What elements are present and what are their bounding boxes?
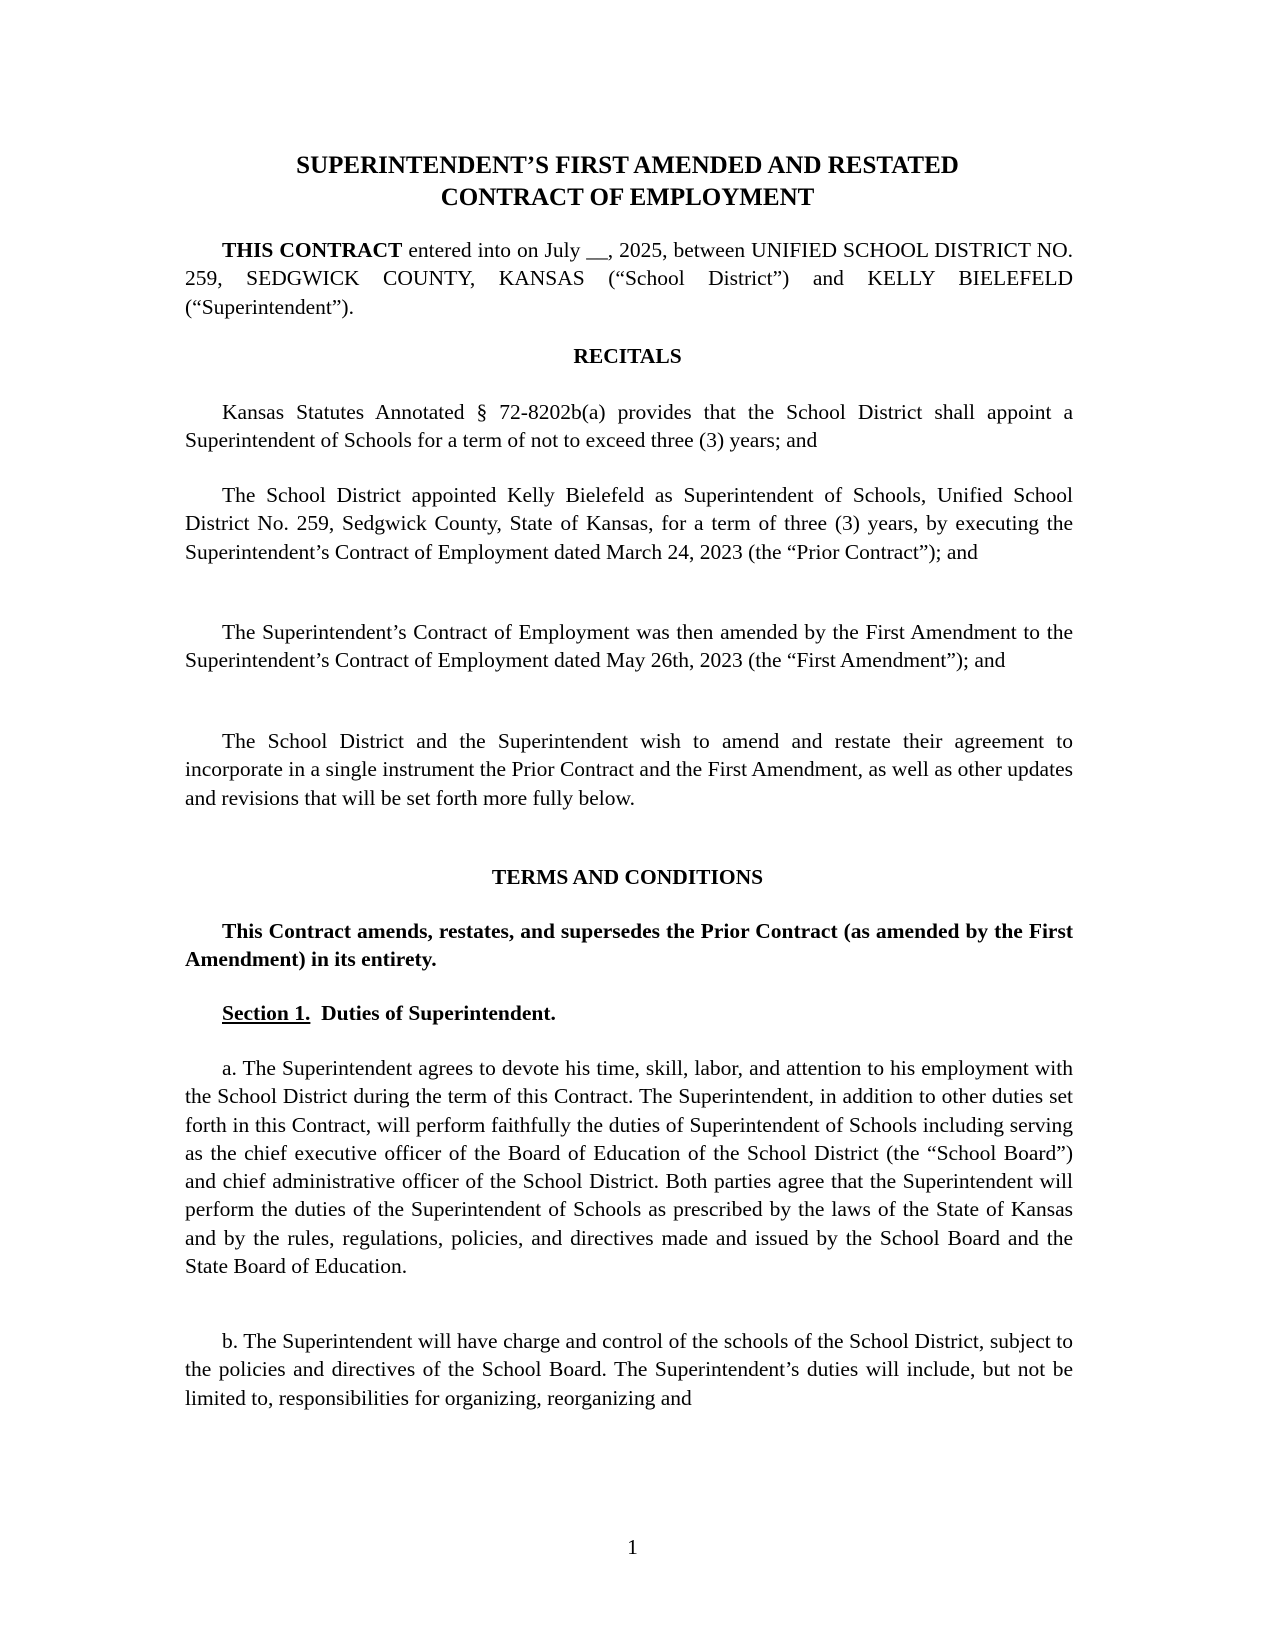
recitals-heading: RECITALS: [573, 344, 682, 368]
section-1-number: Section 1.: [222, 1001, 311, 1025]
recital-paragraph-1: Kansas Statutes Annotated § 72-8202b(a) provides that the School District shall appoint a Superintendent of Schools for a term of not to exceed three (3) years; and: [185, 400, 1073, 453]
intro-lead: THIS CONTRACT: [222, 238, 403, 262]
supersede-statement: This Contract amends, restates, and supersedes the Prior Contract (as amended by the First Amendment) in its entirety.: [185, 919, 1073, 972]
recital-paragraph-4: The School District and the Superintendent wish to amend and restate their agreement to incorporate in a single instrument the Prior Contract and the First Amendment, as well as other updates and revisions that will be set forth more fully below.: [185, 729, 1073, 810]
terms-heading: TERMS AND CONDITIONS: [491, 865, 764, 889]
section-1-paragraph-b: b. The Superintendent will have charge and control of the schools of the School District, subject to the policies and directives of the School Board. The Superintendent’s duties will include, but not be limited to, responsibilities for organizing, reorganizing and: [185, 1329, 1073, 1410]
intro-text: entered into on July __, 2025, between UNIFIED SCHOOL DISTRICT NO. 259, SEDGWICK COUNTY, KANSAS (“School District”) and KELLY BIELEFELD (“Superintendent”).: [185, 238, 1073, 319]
recital-paragraph-3: The Superintendent’s Contract of Employment was then amended by the First Amendment to the Superintendent’s Contract of Employment dated May 26th, 2023 (the “First Amendment”); and: [185, 620, 1073, 673]
page-number: 1: [627, 1535, 638, 1559]
section-1-paragraph-a: a. The Superintendent agrees to devote his time, skill, labor, and attention to his employment with the School District during the term of this Contract. The Superintendent, in addition to other duties set forth in this Contract, will perform faithfully the duties of Superintendent of Schools including serving as the chief executive officer of the Board of Education of the School District (the “School Board”) and chief administrative officer of the School District. Both parties agree that the Superintendent will perform the duties of the Superintendent of Schools as prescribed by the laws of the State of Kansas and by the rules, regulations, policies, and directives made and issued by the School Board and the State Board of Education.: [185, 1056, 1073, 1279]
contract-title-line-1: SUPERINTENDENT’S FIRST AMENDED AND RESTATED: [296, 152, 959, 179]
intro-paragraph: [185, 236, 1073, 321]
recital-paragraph-2: The School District appointed Kelly Bielefeld as Superintendent of Schools, Unified School District No. 259, Sedgwick County, State of Kansas, for a term of three (3) years, by executing the Superintendent’s Contract of Employment dated March 24, 2023 (the “Prior Contract”); and: [185, 483, 1073, 564]
section-1-title: Duties of Superintendent.: [321, 1001, 556, 1025]
section-1-heading: [222, 999, 556, 1027]
contract-title-line-2: CONTRACT OF EMPLOYMENT: [440, 184, 815, 211]
